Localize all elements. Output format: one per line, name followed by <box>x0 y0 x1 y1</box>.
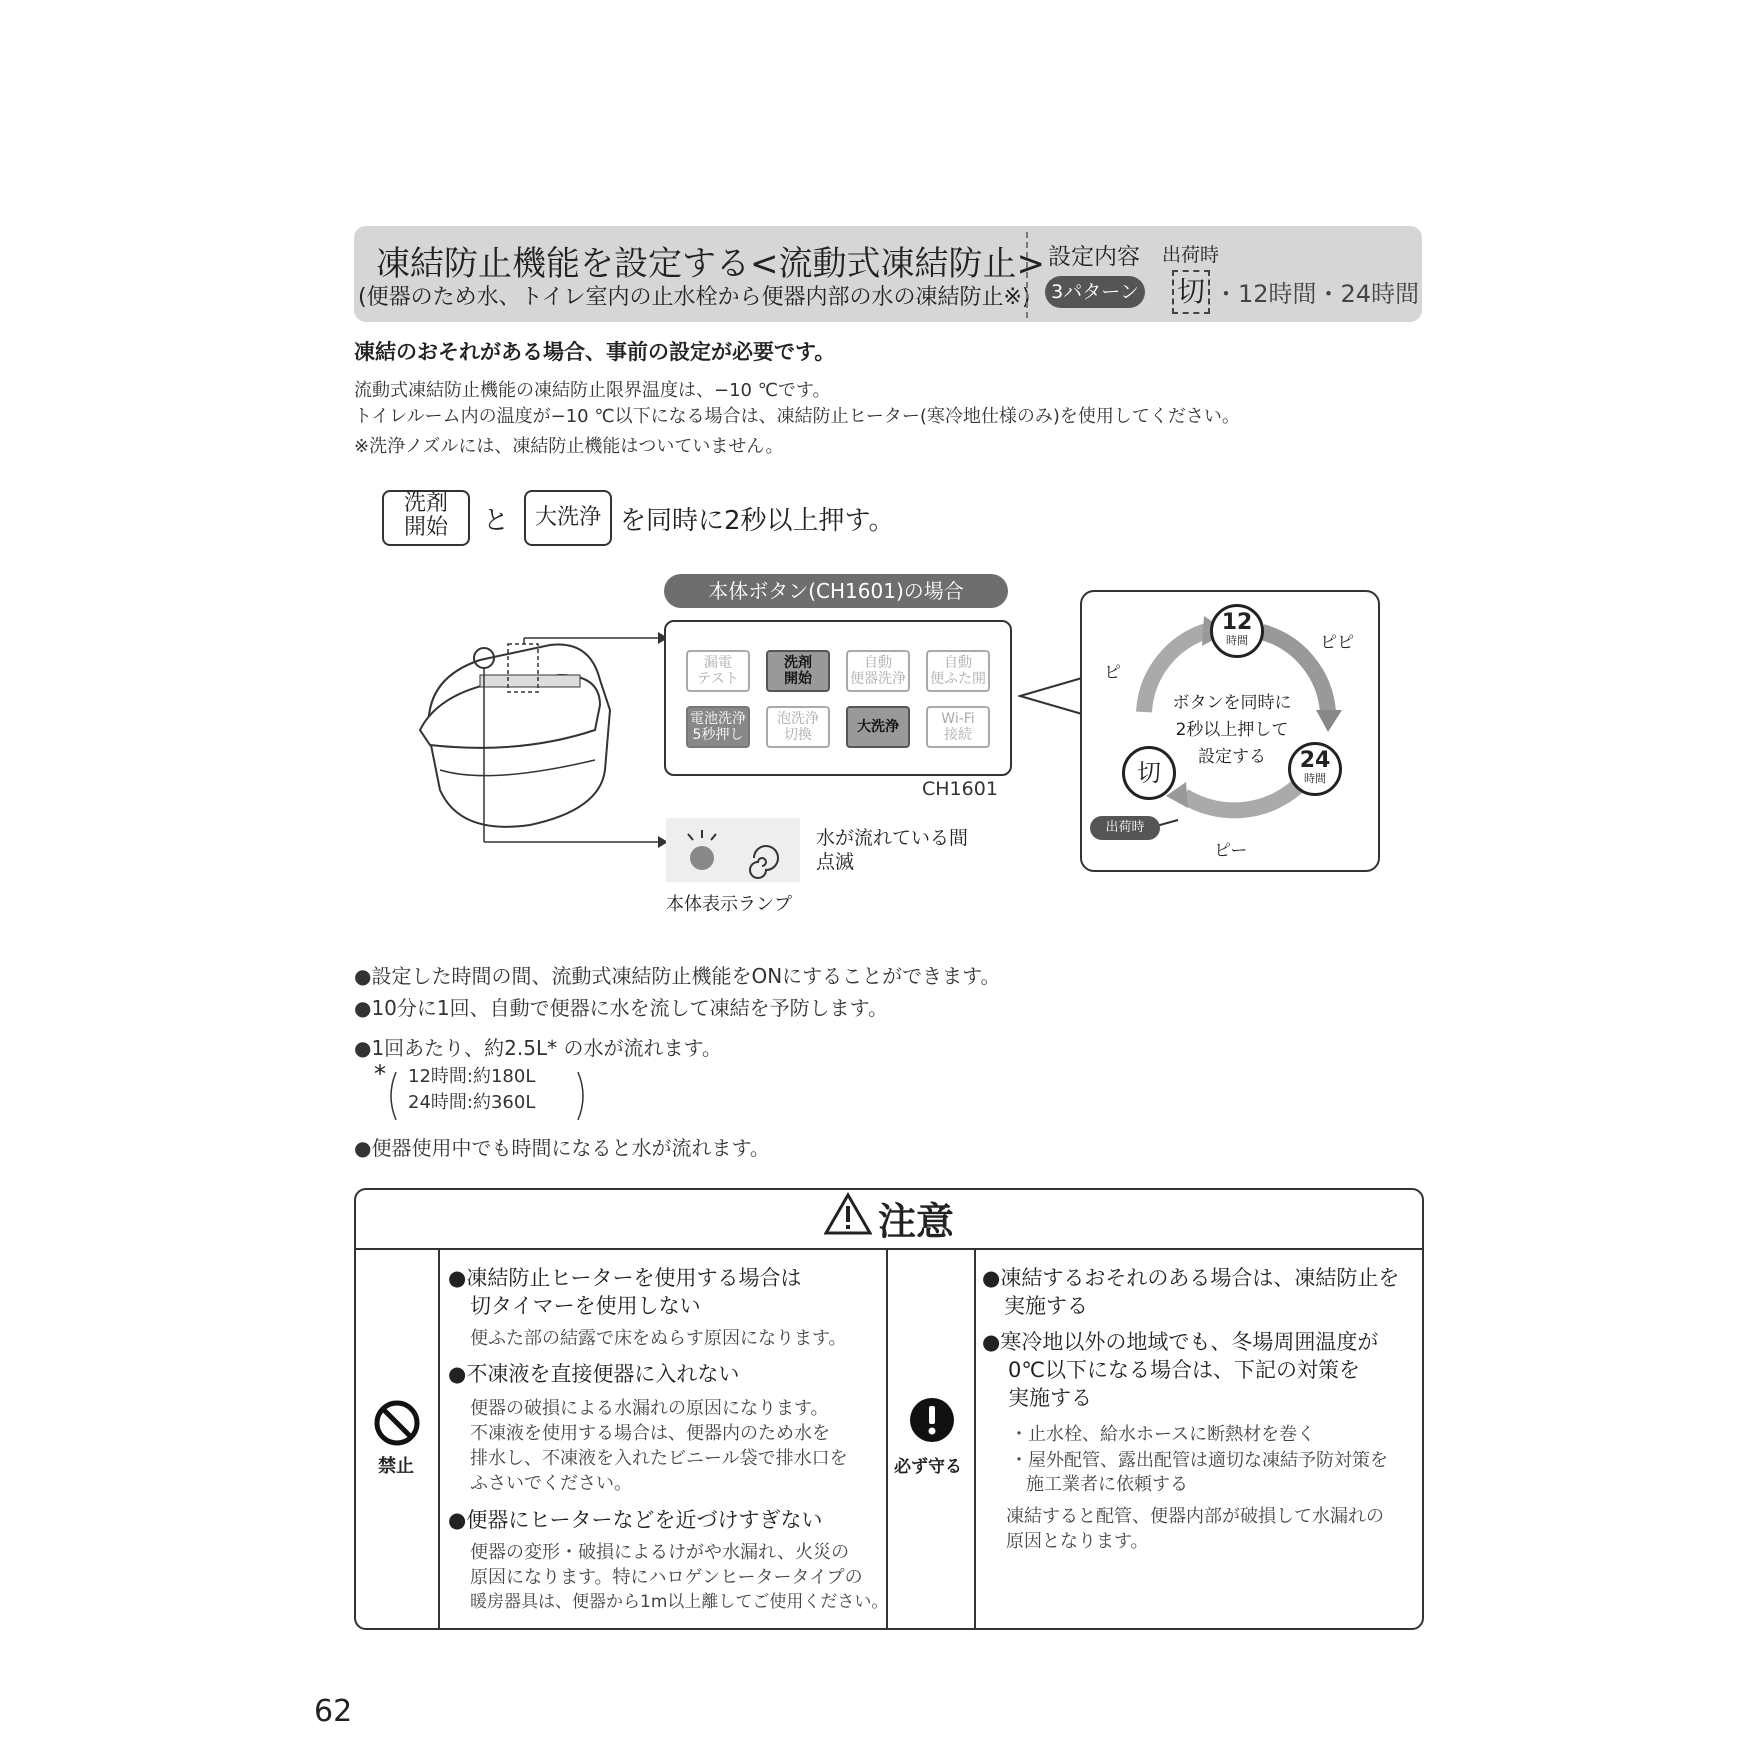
off-option: 切 <box>1172 270 1210 314</box>
detergent-start-key: 洗剤 開始 <box>382 490 470 546</box>
beep-label: ピー <box>1214 841 1248 861</box>
caution-body: 便器の変形・破損によるけがや水漏れ、火災の <box>470 1542 850 1563</box>
bullet-item: ●設定した時間の間、流動式凍結防止機能をONにすることができます。 <box>354 964 1001 988</box>
battery-flush-button: 電池洗浄 5秒押し <box>686 706 750 748</box>
instruction-text: を同時に2秒以上押す。 <box>620 506 895 536</box>
page-number: 62 <box>314 1694 353 1729</box>
big-flush-button: 大洗浄 <box>846 706 910 748</box>
flush-swirl-icon <box>750 846 778 878</box>
caution-heading: 0℃以下になる場合は、下記の対策を <box>1008 1358 1360 1382</box>
timer-24h-badge: 24 時間 <box>1288 742 1342 796</box>
must-label: 必ず守る <box>894 1457 962 1477</box>
detergent-start-button: 洗剤 開始 <box>766 650 830 692</box>
lamp-panel <box>666 818 800 882</box>
wifi-button: Wi-Fi 接続 <box>926 706 990 748</box>
bullet-item: ●便器使用中でも時間になると水が流れます。 <box>354 1136 770 1160</box>
note-line: トイレルーム内の温度が−10 ℃以下になる場合は、凍結防止ヒーター(寒冷地仕様のみ)を使用してください。 <box>354 406 1240 427</box>
prohibit-label: 禁止 <box>378 1456 414 1477</box>
callout-pointer <box>1018 676 1084 716</box>
caution-table <box>354 1188 1424 1630</box>
lamp-icon <box>690 846 714 870</box>
lamp-description: 水が流れている間 点滅 <box>816 827 969 873</box>
prohibit-icon <box>372 1398 422 1452</box>
auto-lid-button: 自動 便ふた開 <box>926 650 990 692</box>
auto-flush-button: 自動 便器洗浄 <box>846 650 910 692</box>
caution-body: 原因となります。 <box>1006 1531 1149 1552</box>
model-number: CH1601 <box>922 778 998 800</box>
timer-off-badge: 切 <box>1122 746 1176 800</box>
panel-tag: 本体ボタン(CH1601)の場合 <box>664 574 1008 608</box>
toilet-illustration <box>400 620 670 860</box>
caution-body: ふさいでください。 <box>470 1473 632 1494</box>
caution-body: 排水し、不凍液を入れたビニール袋で排水口を <box>470 1448 848 1469</box>
header-divider <box>1026 232 1028 318</box>
section-title: 凍結防止機能を設定する<流動式凍結防止> <box>376 244 1045 284</box>
caution-heading: ●便器にヒーターなどを近づけすぎない <box>448 1508 823 1532</box>
caution-heading: 切タイマーを使用しない <box>470 1294 701 1318</box>
caution-list-item: 施工業者に依頼する <box>1026 1474 1188 1495</box>
caution-heading: ●凍結防止ヒーターを使用する場合は <box>448 1266 802 1290</box>
caution-body: 原因になります。特にハロゲンヒータータイプの <box>470 1567 863 1588</box>
bullet-item: ●10分に1回、自動で便器に水を流して凍結を予防します。 <box>354 996 889 1020</box>
caution-body: 不凍液を使用する場合は、便器内のため水を <box>470 1423 830 1444</box>
instruction-and: と <box>483 506 510 536</box>
caution-heading: ●寒冷地以外の地域でも、冬場周囲温度が <box>982 1330 1379 1354</box>
caution-body: 便ふた部の結露で床をぬらす原因になります。 <box>470 1328 847 1349</box>
caution-body: 凍結すると配管、便器内部が破損して水漏れの <box>1006 1506 1384 1527</box>
bullet-item: ●1回あたり、約2.5L* の水が流れます。 <box>354 1036 722 1060</box>
caution-heading: 実施する <box>1008 1386 1092 1410</box>
caution-heading: ●不凍液を直接便器に入れない <box>448 1362 740 1386</box>
caution-list-item: ・止水栓、給水ホースに断熱材を巻く <box>1010 1424 1316 1445</box>
setting-label: 設定内容 <box>1048 244 1140 270</box>
section-subtitle: (便器のため水、トイレ室内の止水栓から便器内部の水の凍結防止※) <box>358 285 1031 310</box>
caution-body: 暖房器具は、便器から1m以上離してご使用ください。 <box>470 1592 889 1612</box>
shipping-label: 出荷時 <box>1162 244 1220 266</box>
timer-12h-badge: 12 時間 <box>1210 604 1264 658</box>
footnote-volumes: 12時間:約180L 24時間:約360L <box>408 1066 536 1113</box>
lamp-icons <box>666 818 800 882</box>
warning-triangle-icon <box>824 1192 872 1252</box>
caution-title: 注意 <box>356 1190 1422 1250</box>
cycle-instruction: ボタンを同時に 2秒以上押して 設定する <box>1172 693 1292 767</box>
caution-body: 便器の破損による水漏れの原因になります。 <box>470 1398 829 1419</box>
footnote-mark: * <box>374 1060 386 1088</box>
caution-list-item: ・屋外配管、露出配管は適切な凍結予防対策を <box>1010 1450 1388 1471</box>
time-options: ・12時間・24時間 <box>1214 280 1420 308</box>
lamp-label: 本体表示ランプ <box>666 894 792 915</box>
shipping-pill: 出荷時 <box>1090 816 1160 840</box>
note-line: 流動式凍結防止機能の凍結防止限界温度は、−10 ℃です。 <box>354 380 831 401</box>
lead-text: 凍結のおそれがある場合、事前の設定が必要です。 <box>354 340 836 364</box>
caution-heading: 実施する <box>1004 1294 1088 1318</box>
leak-test-button: 漏電 テスト <box>686 650 750 692</box>
note-line: ※洗浄ノズルには、凍結防止機能はついていません。 <box>354 436 784 457</box>
big-flush-key: 大洗浄 <box>524 490 612 546</box>
button-panel <box>664 620 1012 776</box>
beep-label: ピ <box>1104 663 1121 683</box>
pattern-badge: 3パターン <box>1045 276 1145 308</box>
caution-heading: ●凍結するおそれのある場合は、凍結防止を <box>982 1266 1400 1290</box>
beep-label: ピピ <box>1320 633 1354 653</box>
exclamation-icon <box>908 1396 956 1448</box>
foam-switch-button: 泡洗浄 切換 <box>766 706 830 748</box>
